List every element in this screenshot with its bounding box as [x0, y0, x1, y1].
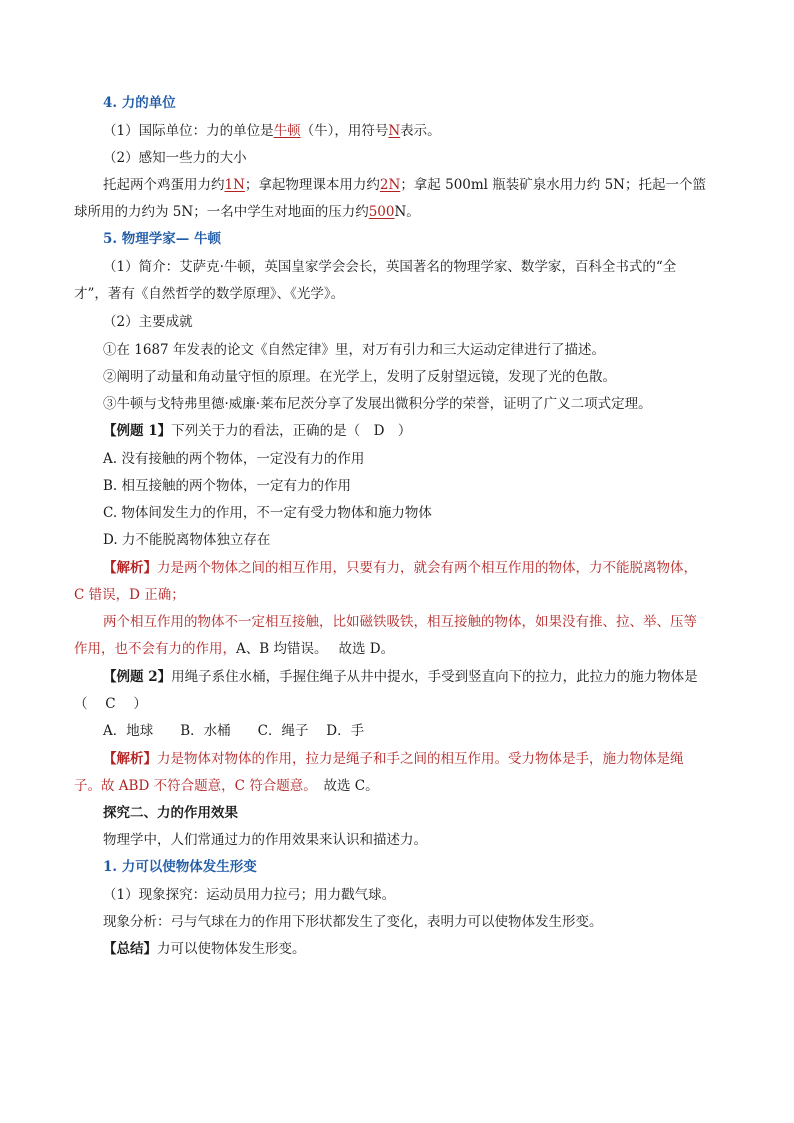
example-2-analysis-line1 [103, 750, 753, 768]
phenomenon-explore: （1）现象探究：运动员用力拉弓；用力戳气球。 [103, 887, 396, 903]
analysis-text: 作用，也不会有力的作用， [74, 641, 236, 657]
explore-2-heading: 探究二、力的作用效果 [103, 805, 238, 821]
example-text: 托起两个鸡蛋用力约 [103, 177, 225, 193]
example-2-text: 用绳子系住水桶，手握住绳子从井中提水，手受到竖直向下的拉力，此拉力的施力物体是 [171, 669, 698, 685]
analysis-label: 【解析】 [103, 560, 157, 576]
book-force-value: 2N [379, 177, 401, 193]
example-2-question [103, 668, 753, 686]
unit-text: （1）国际单位：力的单位是 [103, 123, 274, 139]
analysis-text: 子。故 ABD 不符合题意，C 符合题意。 [74, 778, 310, 794]
example-text: ；拿起物理课本用力约 [244, 177, 380, 193]
example-1-option-b: B. 相互接触的两个物体，一定有力的作用 [103, 478, 352, 494]
example-2-analysis-line2 [74, 777, 724, 795]
example-2-label: 【例题 2】 [103, 669, 172, 685]
student-force-value: 500 [368, 204, 395, 220]
achievement-3: ③牛顿与戈特弗里德·威廉·莱布尼茨分享了发展出微积分学的荣誉，证明了广义二项式定理。 [103, 396, 652, 412]
example-1-analysis-line1 [103, 559, 753, 577]
example-2-options: A．地球 B．水桶 C．绳子 D．手 [103, 723, 365, 739]
achievement-2: ②阐明了动量和角动量守恒的原理。在光学上，发明了反射望远镜，发现了光的色散。 [103, 369, 616, 385]
section-4-heading: 4. 力的单位 [103, 95, 176, 111]
achievement-1: ①在 1687 年发表的论文《自然定律》里，对万有引力和三大运动定律进行了描述。 [103, 342, 605, 358]
egg-force-value: 1N [224, 177, 245, 193]
explore-2-intro: 物理学中，人们常通过力的作用效果来认识和描述力。 [103, 832, 427, 848]
newton-intro-line2: 才”，著有《自然哲学的数学原理》、《光学》。 [74, 286, 345, 302]
example-2-answer: （ C ） [74, 696, 147, 712]
analysis-conclusion: A、B 均错误。 故选 D。 [236, 641, 395, 657]
explore-2-subheading: 1. 力可以使物体发生形变 [103, 859, 257, 875]
newton-intro-line1: （1）简介：艾萨克·牛顿，英国皇家学会会长，英国著名的物理学家、数学家，百科全书式的“全 [103, 259, 677, 275]
unit-name: 牛顿 [273, 123, 301, 139]
example-1-option-a: A. 没有接触的两个物体，一定没有力的作用 [103, 451, 365, 467]
section-5-heading: 5. 物理学家— 牛顿 [103, 231, 221, 247]
example-1-option-d: D. 力不能脱离物体独立存在 [103, 532, 271, 548]
summary-label: 【总结】 [103, 941, 157, 957]
example-1-analysis-line2: C 错误，D 正确； [74, 587, 185, 603]
analysis-text: 力是两个物体之间的相互作用，只要有力，就会有两个相互作用的物体，力不能脱离物体， [157, 560, 697, 576]
example-1-question [103, 422, 753, 440]
example-1-analysis-line3: 两个相互作用的物体不一定相互接触，比如磁铁吸铁，相互接触的物体，如果没有推、拉、举、压等 [103, 614, 697, 630]
example-1-analysis-line4 [74, 640, 724, 658]
example-1-label: 【例题 1】 [103, 423, 172, 439]
unit-text-end: 表示。 [400, 123, 441, 139]
summary-text: 力可以使物体发生形变。 [157, 941, 306, 957]
analysis-label: 【解析】 [103, 751, 157, 767]
example-text: N。 [394, 204, 420, 220]
summary [103, 940, 753, 958]
analysis-conclusion: 故选 C。 [309, 778, 379, 794]
example-1-text: 下列关于力的看法，正确的是（ D ） [171, 423, 412, 439]
example-1-option-c: C. 物体间发生力的作用，不一定有受力物体和施力物体 [103, 505, 432, 521]
unit-symbol: N [388, 123, 401, 139]
analysis-text: 力是物体对物体的作用，拉力是绳子和手之间的相互作用。受力物体是手，施力物体是绳 [157, 751, 684, 767]
force-examples-line2 [74, 203, 724, 221]
unit-text-mid: （牛），用符号 [300, 123, 389, 139]
achievements-title: （2）主要成就 [103, 314, 193, 330]
example-text: ；拿起 500ml 瓶装矿泉水用力约 5N；托起一个篮 [400, 177, 706, 193]
phenomenon-analysis: 现象分析：弓与气球在力的作用下形状都发生了变化，表明力可以使物体发生形变。 [103, 914, 603, 930]
example-text: 球所用的力约为 5N；一名中学生对地面的压力约 [74, 204, 369, 220]
force-examples-line1 [103, 176, 753, 194]
unit-definition [103, 122, 753, 140]
force-sense-title: （2）感知一些力的大小 [103, 150, 247, 166]
